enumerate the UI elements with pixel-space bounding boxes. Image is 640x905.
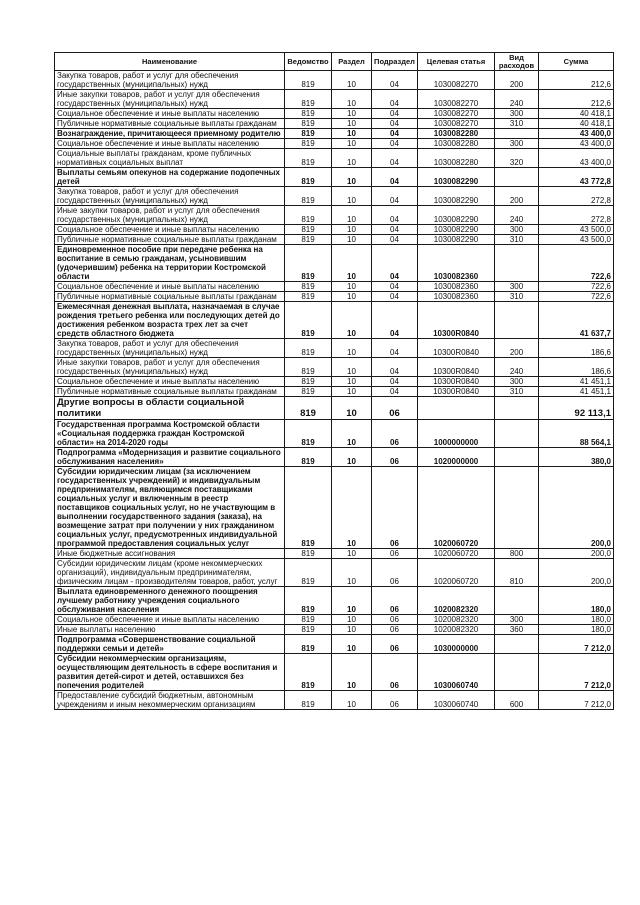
row-celevaya: 1030082290 (418, 168, 495, 187)
header-ved: Ведомство (285, 53, 332, 71)
table-row (55, 292, 614, 302)
row-razdel: 10 (332, 397, 372, 420)
row-summa: 212,6 (539, 71, 614, 90)
row-name: Социальное обеспечение и иные выплаты населению (55, 109, 285, 119)
row-celevaya: 1030000000 (418, 635, 495, 654)
row-podrazdel: 04 (372, 235, 418, 245)
row-vid: 240 (495, 90, 539, 109)
row-podrazdel: 06 (372, 625, 418, 635)
row-summa: 88 564,1 (539, 420, 614, 448)
table-row (55, 625, 614, 635)
row-summa: 7 212,0 (539, 635, 614, 654)
row-vid (495, 448, 539, 467)
row-name: Подпрограмма «Совершенствование социальной поддержки семьи и детей» (55, 635, 285, 654)
row-name: Социальное обеспечение и иные выплаты населению (55, 225, 285, 235)
row-summa: 43 400,0 (539, 149, 614, 168)
row-podrazdel: 06 (372, 691, 418, 710)
row-razdel: 10 (332, 187, 372, 206)
row-podrazdel: 04 (372, 206, 418, 225)
row-razdel: 10 (332, 467, 372, 549)
row-razdel: 10 (332, 377, 372, 387)
row-razdel: 10 (332, 109, 372, 119)
row-summa: 41 637,7 (539, 302, 614, 339)
table-row (55, 245, 614, 282)
row-name: Ежемесячная денежная выплата, назначаемая в случае рождения третьего ребенка или последующих детей до достижения ребенком возраста трех лет за счет средств областного бюджета (55, 302, 285, 339)
row-summa: 186,6 (539, 339, 614, 358)
row-vid (495, 654, 539, 691)
row-podrazdel: 04 (372, 302, 418, 339)
row-ved: 819 (285, 129, 332, 139)
row-summa: 180,0 (539, 615, 614, 625)
row-summa: 7 212,0 (539, 691, 614, 710)
row-vid: 310 (495, 387, 539, 397)
row-razdel: 10 (332, 292, 372, 302)
row-vid: 300 (495, 139, 539, 149)
row-podrazdel: 04 (372, 282, 418, 292)
header-podrazdel: Подраздел (372, 53, 418, 71)
row-razdel: 10 (332, 245, 372, 282)
row-vid: 310 (495, 119, 539, 129)
row-vid (495, 420, 539, 448)
row-celevaya: 10300R0840 (418, 302, 495, 339)
row-name: Иные закупки товаров, работ и услуг для обеспечения государственных (муниципальных) нужд (55, 358, 285, 377)
row-ved: 819 (285, 245, 332, 282)
row-summa: 41 451,1 (539, 387, 614, 397)
row-razdel: 10 (332, 139, 372, 149)
row-podrazdel: 06 (372, 559, 418, 587)
row-celevaya: 1030082280 (418, 149, 495, 168)
row-vid: 600 (495, 691, 539, 710)
row-summa: 200,0 (539, 549, 614, 559)
row-podrazdel: 04 (372, 187, 418, 206)
row-ved: 819 (285, 235, 332, 245)
row-podrazdel: 04 (372, 119, 418, 129)
row-razdel: 10 (332, 654, 372, 691)
table-body (55, 71, 614, 710)
row-summa: 722,6 (539, 282, 614, 292)
row-ved: 819 (285, 302, 332, 339)
row-ved: 819 (285, 625, 332, 635)
row-vid: 300 (495, 282, 539, 292)
table-row (55, 129, 614, 139)
row-ved: 819 (285, 587, 332, 615)
row-podrazdel: 04 (372, 245, 418, 282)
row-podrazdel: 04 (372, 292, 418, 302)
row-celevaya: 1030060740 (418, 654, 495, 691)
row-razdel: 10 (332, 625, 372, 635)
table-row (55, 139, 614, 149)
row-name: Иные бюджетные ассигнования (55, 549, 285, 559)
row-summa: 722,6 (539, 245, 614, 282)
row-ved: 819 (285, 387, 332, 397)
row-name: Субсидии юридическим лицам (кроме некоммерческих организаций), индивидуальным предпринимателям, физическим лицам - производителям товаров, работ, услуг (55, 559, 285, 587)
row-ved: 819 (285, 691, 332, 710)
row-celevaya: 1030082360 (418, 282, 495, 292)
row-ved: 819 (285, 615, 332, 625)
row-razdel: 10 (332, 691, 372, 710)
row-razdel: 10 (332, 635, 372, 654)
table-row (55, 654, 614, 691)
row-summa: 200,0 (539, 559, 614, 587)
row-ved: 819 (285, 71, 332, 90)
row-razdel: 10 (332, 387, 372, 397)
table-row (55, 168, 614, 187)
row-celevaya: 1020000000 (418, 448, 495, 467)
row-razdel: 10 (332, 559, 372, 587)
row-vid: 240 (495, 358, 539, 377)
row-razdel: 10 (332, 225, 372, 235)
table-row (55, 339, 614, 358)
row-ved: 819 (285, 339, 332, 358)
header-celevaya: Целевая статья (418, 53, 495, 71)
row-summa: 186,6 (539, 358, 614, 377)
row-podrazdel: 06 (372, 587, 418, 615)
row-name: Подпрограмма «Модернизация и развитие социального обслуживания населения» (55, 448, 285, 467)
row-celevaya: 1030082270 (418, 90, 495, 109)
row-summa: 92 113,1 (539, 397, 614, 420)
table-row (55, 302, 614, 339)
row-ved: 819 (285, 139, 332, 149)
table-row (55, 71, 614, 90)
row-ved: 819 (285, 90, 332, 109)
row-podrazdel: 04 (372, 168, 418, 187)
row-podrazdel: 04 (372, 129, 418, 139)
table-row (55, 225, 614, 235)
budget-page (54, 52, 613, 710)
row-celevaya: 1030082270 (418, 109, 495, 119)
row-name: Иные закупки товаров, работ и услуг для обеспечения государственных (муниципальных) нужд (55, 90, 285, 109)
row-summa: 40 418,1 (539, 119, 614, 129)
row-name: Социальное обеспечение и иные выплаты населению (55, 282, 285, 292)
row-name: Закупка товаров, работ и услуг для обеспечения государственных (муниципальных) нужд (55, 187, 285, 206)
row-podrazdel: 04 (372, 358, 418, 377)
table-header (55, 53, 614, 71)
row-podrazdel: 06 (372, 448, 418, 467)
row-name: Другие вопросы в области социальной политики (55, 397, 285, 420)
row-celevaya: 1000000000 (418, 420, 495, 448)
header-vid: Вид расходов (495, 53, 539, 71)
row-celevaya: 1030082290 (418, 206, 495, 225)
table-row (55, 467, 614, 549)
row-name: Субсидии некоммерческим организациям, осуществляющим деятельность в сфере воспитания и развития детей-сирот и детей, оставшихся без попечения родителей (55, 654, 285, 691)
row-podrazdel: 04 (372, 139, 418, 149)
row-celevaya: 1030082270 (418, 119, 495, 129)
row-ved: 819 (285, 206, 332, 225)
row-razdel: 10 (332, 71, 372, 90)
row-ved: 819 (285, 377, 332, 387)
row-ved: 819 (285, 448, 332, 467)
row-podrazdel: 06 (372, 635, 418, 654)
row-ved: 819 (285, 282, 332, 292)
row-name: Субсидии юридическим лицам (за исключением государственных учреждений) и индивидуальным предпринимателям, являющимся поставщиками социальных услуг и включенным в реестр поставщиков социальных услуг, но не участвующим в выполнении государственного задания (заказа), на возмещение затрат при получении у них гражданином социальных услуг, предусмотренных индивидуальной программой предоставления социальных услуг (55, 467, 285, 549)
row-vid: 240 (495, 206, 539, 225)
row-podrazdel: 04 (372, 149, 418, 168)
row-vid: 200 (495, 71, 539, 90)
row-name: Социальные выплаты гражданам, кроме публичных нормативных социальных выплат (55, 149, 285, 168)
row-vid (495, 168, 539, 187)
row-name: Выплата единовременного денежного поощрения лучшему работнику учреждения социального обслуживания населения (55, 587, 285, 615)
row-name: Публичные нормативные социальные выплаты гражданам (55, 235, 285, 245)
table-row (55, 206, 614, 225)
row-summa: 43 500,0 (539, 225, 614, 235)
row-razdel: 10 (332, 339, 372, 358)
row-name: Закупка товаров, работ и услуг для обеспечения государственных (муниципальных) нужд (55, 71, 285, 90)
row-vid: 300 (495, 109, 539, 119)
row-podrazdel: 04 (372, 339, 418, 358)
row-razdel: 10 (332, 358, 372, 377)
row-celevaya: 1030082280 (418, 139, 495, 149)
row-vid: 310 (495, 235, 539, 245)
row-celevaya: 10300R0840 (418, 358, 495, 377)
row-celevaya: 1020082320 (418, 615, 495, 625)
row-razdel: 10 (332, 206, 372, 225)
table-row (55, 635, 614, 654)
row-name: Выплаты семьям опекунов на содержание подопечных детей (55, 168, 285, 187)
row-razdel: 10 (332, 90, 372, 109)
row-celevaya: 10300R0840 (418, 377, 495, 387)
row-razdel: 10 (332, 235, 372, 245)
table-row (55, 90, 614, 109)
row-ved: 819 (285, 119, 332, 129)
row-celevaya: 1020082320 (418, 625, 495, 635)
row-podrazdel: 06 (372, 467, 418, 549)
row-summa: 272,8 (539, 206, 614, 225)
header-razdel: Раздел (332, 53, 372, 71)
row-razdel: 10 (332, 119, 372, 129)
table-row (55, 420, 614, 448)
row-ved: 819 (285, 292, 332, 302)
row-ved: 819 (285, 225, 332, 235)
row-celevaya: 10300R0840 (418, 339, 495, 358)
row-name: Вознаграждение, причитающееся приемному родителю (55, 129, 285, 139)
row-vid: 360 (495, 625, 539, 635)
row-razdel: 10 (332, 282, 372, 292)
row-vid: 310 (495, 292, 539, 302)
row-name: Предоставление субсидий бюджетным, автономным учреждениям и иным некоммерческим организациям (55, 691, 285, 710)
row-name: Публичные нормативные социальные выплаты гражданам (55, 119, 285, 129)
row-summa: 180,0 (539, 625, 614, 635)
row-ved: 819 (285, 397, 332, 420)
row-vid: 810 (495, 559, 539, 587)
row-razdel: 10 (332, 302, 372, 339)
row-razdel: 10 (332, 615, 372, 625)
row-podrazdel: 04 (372, 90, 418, 109)
row-summa: 43 400,0 (539, 139, 614, 149)
row-celevaya: 1030060740 (418, 691, 495, 710)
row-vid: 300 (495, 615, 539, 625)
row-name: Социальное обеспечение и иные выплаты населению (55, 615, 285, 625)
row-celevaya: 1030082360 (418, 292, 495, 302)
row-celevaya: 10300R0840 (418, 387, 495, 397)
row-summa: 722,6 (539, 292, 614, 302)
table-row (55, 615, 614, 625)
row-summa: 200,0 (539, 467, 614, 549)
row-summa: 43 400,0 (539, 129, 614, 139)
row-ved: 819 (285, 420, 332, 448)
row-summa: 41 451,1 (539, 377, 614, 387)
row-vid (495, 129, 539, 139)
row-ved: 819 (285, 549, 332, 559)
table-row (55, 119, 614, 129)
row-podrazdel: 04 (372, 225, 418, 235)
row-summa: 180,0 (539, 587, 614, 615)
row-name: Закупка товаров, работ и услуг для обеспечения государственных (муниципальных) нужд (55, 339, 285, 358)
row-ved: 819 (285, 559, 332, 587)
row-razdel: 10 (332, 420, 372, 448)
row-vid: 320 (495, 149, 539, 168)
row-name: Государственная программа Костромской области «Социальная поддержка граждан Костромской области» на 2014-2020 годы (55, 420, 285, 448)
table-row (55, 387, 614, 397)
header-name: Наименование (55, 53, 285, 71)
row-name: Социальное обеспечение и иные выплаты населению (55, 377, 285, 387)
header-summa: Сумма (539, 53, 614, 71)
row-podrazdel: 06 (372, 397, 418, 420)
row-razdel: 10 (332, 168, 372, 187)
row-vid (495, 635, 539, 654)
table-row (55, 691, 614, 710)
table-row (55, 587, 614, 615)
row-celevaya: 1030082360 (418, 245, 495, 282)
row-ved: 819 (285, 467, 332, 549)
table-row (55, 282, 614, 292)
row-razdel: 10 (332, 549, 372, 559)
row-podrazdel: 06 (372, 654, 418, 691)
row-name: Единовременное пособие при передаче ребенка на воспитание в семью гражданам, усыновившим (удочерившим) ребенка на территории Костромской области (55, 245, 285, 282)
row-vid: 300 (495, 225, 539, 235)
row-ved: 819 (285, 654, 332, 691)
table-row (55, 377, 614, 387)
row-razdel: 10 (332, 448, 372, 467)
row-vid (495, 245, 539, 282)
budget-table (54, 52, 614, 710)
row-name: Публичные нормативные социальные выплаты гражданам (55, 292, 285, 302)
row-vid: 200 (495, 187, 539, 206)
row-razdel: 10 (332, 129, 372, 139)
row-celevaya (418, 397, 495, 420)
row-vid: 300 (495, 377, 539, 387)
row-celevaya: 1030082280 (418, 129, 495, 139)
row-razdel: 10 (332, 149, 372, 168)
row-celevaya: 1030082270 (418, 71, 495, 90)
row-podrazdel: 04 (372, 387, 418, 397)
row-ved: 819 (285, 358, 332, 377)
row-name: Иные выплаты населению (55, 625, 285, 635)
row-vid (495, 397, 539, 420)
row-podrazdel: 04 (372, 377, 418, 387)
row-vid (495, 467, 539, 549)
table-row (55, 358, 614, 377)
row-summa: 380,0 (539, 448, 614, 467)
row-vid: 200 (495, 339, 539, 358)
row-summa: 43 772,8 (539, 168, 614, 187)
row-summa: 272,8 (539, 187, 614, 206)
row-celevaya: 1020082320 (418, 587, 495, 615)
row-summa: 40 418,1 (539, 109, 614, 119)
row-podrazdel: 06 (372, 549, 418, 559)
row-podrazdel: 04 (372, 109, 418, 119)
row-podrazdel: 06 (372, 615, 418, 625)
row-ved: 819 (285, 187, 332, 206)
row-ved: 819 (285, 635, 332, 654)
row-razdel: 10 (332, 587, 372, 615)
row-summa: 7 212,0 (539, 654, 614, 691)
row-ved: 819 (285, 109, 332, 119)
row-summa: 43 500,0 (539, 235, 614, 245)
table-row (55, 149, 614, 168)
row-podrazdel: 04 (372, 71, 418, 90)
row-celevaya: 1030082290 (418, 225, 495, 235)
table-row (55, 235, 614, 245)
row-celevaya: 1020060720 (418, 467, 495, 549)
row-podrazdel: 06 (372, 420, 418, 448)
row-celevaya: 1030082290 (418, 187, 495, 206)
row-name: Иные закупки товаров, работ и услуг для обеспечения государственных (муниципальных) нужд (55, 206, 285, 225)
table-row (55, 549, 614, 559)
row-ved: 819 (285, 168, 332, 187)
table-row (55, 187, 614, 206)
row-celevaya: 1030082290 (418, 235, 495, 245)
row-name: Социальное обеспечение и иные выплаты населению (55, 139, 285, 149)
row-summa: 212,6 (539, 90, 614, 109)
table-row (55, 448, 614, 467)
row-celevaya: 1020060720 (418, 559, 495, 587)
row-vid: 800 (495, 549, 539, 559)
row-ved: 819 (285, 149, 332, 168)
table-row (55, 559, 614, 587)
row-name: Публичные нормативные социальные выплаты гражданам (55, 387, 285, 397)
row-vid (495, 587, 539, 615)
table-row (55, 109, 614, 119)
row-celevaya: 1020060720 (418, 549, 495, 559)
table-row (55, 397, 614, 420)
row-vid (495, 302, 539, 339)
